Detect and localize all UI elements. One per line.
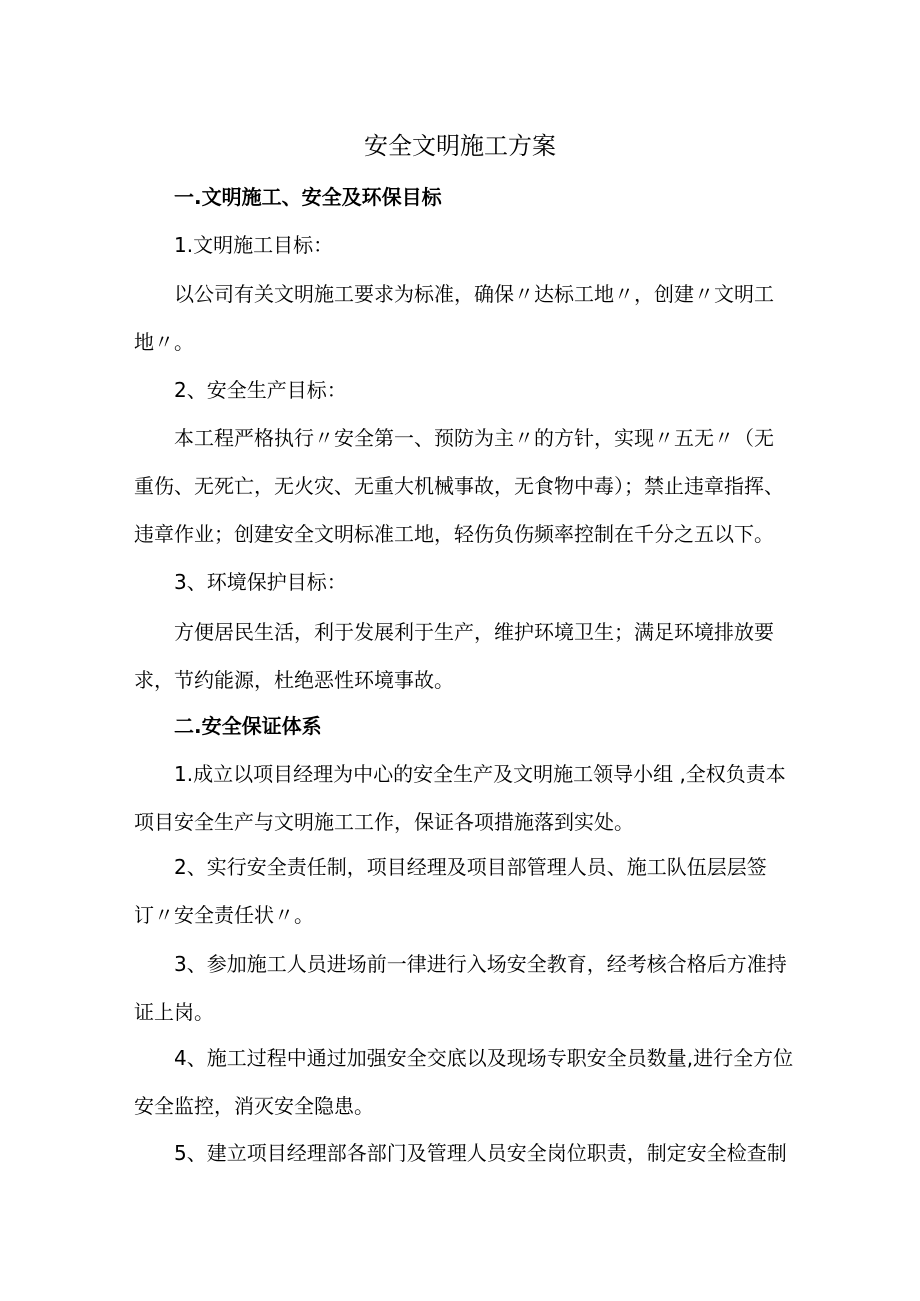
- item1-title: 1.文明施工目标：: [174, 233, 334, 257]
- section2-paragraph2-line1: 2、实行安全责任制，项目经理及项目部管理人员、施工队伍层层签: [174, 855, 767, 879]
- section2-paragraph5-line1: 5、建立项目经理部各部门及管理人员安全岗位职责，制定安全检查制: [174, 1141, 787, 1165]
- document-title: 安全文明施工方案: [364, 132, 556, 160]
- section2-paragraph1-line1: 1.成立以项目经理为中心的安全生产及文明施工领导小组 ,全权负责本: [174, 762, 786, 786]
- section2-paragraph3-line1: 3、参加施工人员进场前一律进行入场安全教育，经考核合格后方准持: [174, 952, 787, 976]
- section2-paragraph4-line2: 安全监控，消灭安全隐患。: [134, 1094, 374, 1118]
- section2-heading: 二.安全保证体系: [174, 714, 322, 738]
- section2-paragraph2-line2: 订〃安全责任状〃。: [134, 903, 314, 927]
- section2-paragraph3-line2: 证上岗。: [134, 1000, 214, 1024]
- item3-title: 3、环境保护目标：: [174, 570, 347, 594]
- item1-text-line2: 地〃。: [134, 330, 194, 354]
- section1-heading: 一.文明施工、安全及环保目标: [174, 185, 442, 209]
- section2-paragraph4-line1: 4、施工过程中通过加强安全交底以及现场专职安全员数量,进行全方位: [174, 1046, 794, 1070]
- item2-text-line1: 本工程严格执行〃安全第一、预防为主〃的方针，实现〃五无〃（无: [174, 426, 774, 450]
- item1-text-line1: 以公司有关文明施工要求为标准，确保〃达标工地〃，创建〃文明工: [174, 282, 774, 306]
- section2-paragraph1-line2: 项目安全生产与文明施工工作，保证各项措施落到实处。: [134, 810, 634, 834]
- item2-text-line3: 违章作业；创建安全文明标准工地，轻伤负伤频率控制在千分之五以下。: [134, 522, 774, 546]
- item2-title: 2、安全生产目标：: [174, 378, 347, 402]
- item2-text-line2: 重伤、无死亡，无火灾、无重大机械事故，无食物中毒）；禁止违章指挥、: [134, 474, 784, 498]
- item3-text-line2: 求，节约能源，杜绝恶性环境事故。: [134, 668, 454, 692]
- item3-text-line1: 方便居民生活，利于发展利于生产，维护环境卫生；满足环境排放要: [174, 620, 774, 644]
